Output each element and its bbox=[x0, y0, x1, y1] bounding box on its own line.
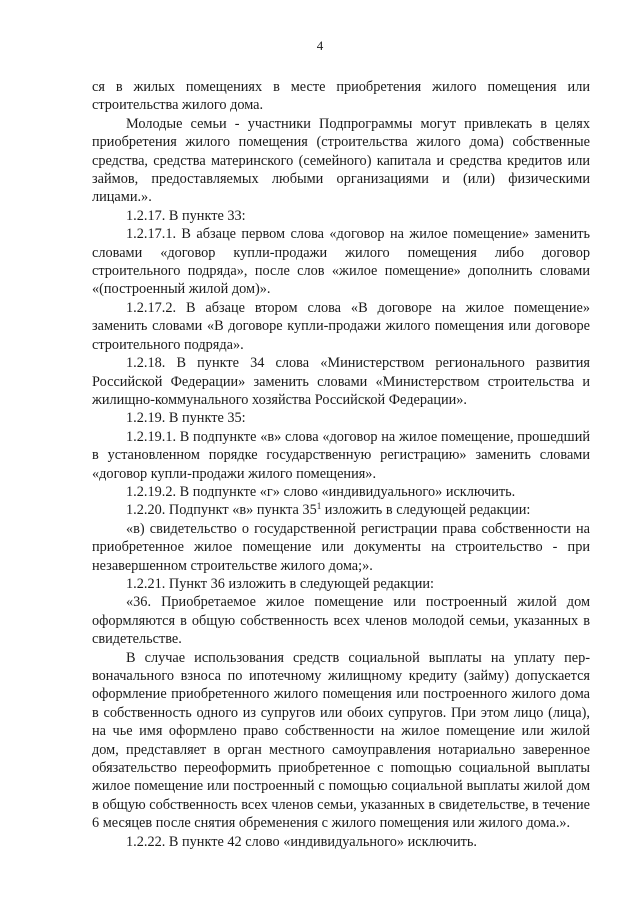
paragraph-continuation: ся в жилых помещениях в месте приобретения жилого помещения или строительства жилого дома. bbox=[92, 79, 590, 114]
paragraph-1-2-18: 1.2.18. В пункте 34 слова «Министерством регионального развития Российской Федерации» заменить словами «Министерством строительства и жилищно-коммунального хозяйства Российской Федерации». bbox=[92, 355, 590, 408]
page-number: 4 bbox=[316, 38, 324, 53]
paragraph-1-2-19-1: 1.2.19.1. В подпункте «в» слова «договор на жилое помещение, прошедший в установленном порядке государственную регистрацию» заменить словами «договор купли-продажи жилого помещения». bbox=[92, 428, 590, 482]
paragraph-1-2-19-2: 1.2.19.2. В подпункте «г» слово «индивидуального» исключить. bbox=[126, 483, 516, 500]
paragraph-young-families: Молодые семьи - участники Подпрограммы могут привлекать в целях приобретения жилого помещения (строительства жилого дома) собственные средства, средства материнского (семейного) капитала и средства кредитов или займов, предоставляемых любыми организациями и (или) физическими лицами.». bbox=[92, 115, 590, 206]
document-body bbox=[92, 78, 590, 851]
paragraph-quote-36: «36. Приобретаемое жилое помещение или построенный жилой дом оформляются в общую собственность всех членов молодой семьи, указанных в свидетельстве. bbox=[92, 594, 590, 648]
paragraph-1-2-22: 1.2.22. В пункте 42 слово «индивидуального» исключить. bbox=[126, 833, 477, 850]
paragraph-1-2-17: 1.2.17. В пункте 33: bbox=[126, 207, 246, 224]
paragraph-1-2-20-text: 1.2.20. Подпункт «в» пункта 35 bbox=[126, 502, 317, 519]
paragraph-quote-subpoint-v: «в) свидетельство о государственной регистрации права собственности на приобретенное жилое помещение или документы на строительство - при незавершенном строительстве жилого дома;». bbox=[92, 520, 590, 574]
superscript-marker: 1 bbox=[316, 501, 322, 512]
paragraph-1-2-17-2: 1.2.17.2. В абзаце втором слова «В договоре на жилое помещение» заменить словами «В договоре купли-продажи жилого помещения или договоре строительного подряда». bbox=[92, 299, 590, 353]
paragraph-1-2-20-text-end: изложить в следующей редакции: bbox=[321, 502, 531, 519]
paragraph-1-2-20 bbox=[92, 501, 590, 519]
paragraph-mortgage-case: В случае использования средств социальной выплаты на уплату первоначального взноса по ипотечному жилищному кредиту (займу) допускается оформление приобретенного жилого помещения или построенного жилого дома в собственность одного из супругов или обоих супругов. При этом лицо (лица), на чье имя оформлено право собственности на жилое помещение или жилой дом, представляет в орган местного самоуправления нотариально заверенное обязательство переоформить приобретенное с поmощью социальной выплаты жилое помещение или построенный с помощью социальной выплаты жилой дом в общую собственность всех членов семьи, указанных в свидетельстве, в течение 6 месяцев после снятия обременения с жилого помещения или жилого дома.». bbox=[92, 649, 590, 832]
paragraph-1-2-21: 1.2.21. Пункт 36 изложить в следующей редакции: bbox=[126, 575, 435, 592]
paragraph-1-2-17-1: 1.2.17.1. В абзаце первом слова «договор на жилое помещение» заменить словами «договор купли-продажи жилого помещения либо договор строительного подряда», после слов «жилое помещение» дополнить словами «(построенный жилой дом)». bbox=[92, 226, 590, 298]
paragraph-1-2-19: 1.2.19. В пункте 35: bbox=[126, 410, 246, 427]
